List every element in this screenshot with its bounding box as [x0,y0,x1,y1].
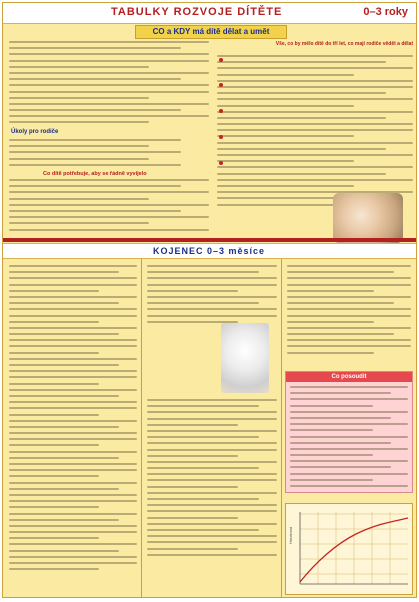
text-column-bottom-3 [287,265,411,358]
text-column-bottom-1 [9,265,137,574]
bullet-icon [219,161,223,165]
section-band [3,243,416,259]
intro-text: Vše, co by mělo dítě do tří let, co mají rodiče vědět a dělat [275,41,413,47]
bullet-icon [219,58,223,62]
chart-axis-label: Hmotnost [288,526,293,544]
text-column-top-right [217,55,413,210]
growth-chart-svg [286,504,412,594]
column-divider [281,259,282,597]
left-heading: Úkoly pro rodiče [11,129,59,135]
column-divider [141,259,142,597]
section-title: KOJENEC 0–3 měsíce [153,246,266,256]
photo-child-top [333,193,403,243]
subheader: CO a KDY má dítě dělat a umět [135,25,287,39]
age-range: 0–3 roky [363,6,408,18]
bullet-icon [219,135,223,139]
text-column-top-left-2 [9,139,209,170]
header-bar [3,3,416,24]
text-column-top-left [9,41,209,128]
photo-newborn [221,323,269,393]
bullet-icon [219,83,223,87]
assessment-box-text [290,386,408,491]
text-column-bottom-2 [147,265,277,327]
page-title: TABULKY ROZVOJE DÍTĚTE [111,6,283,18]
assessment-box-heading: Co posoudit [286,372,412,382]
assessment-box [285,371,413,493]
growth-chart [285,503,413,595]
text-column-bottom-2b [147,399,277,560]
bullet-icon [219,109,223,113]
tip-heading: Co dítě potřebuje, aby se řádně vyvíjelo [43,171,147,177]
text-column-top-left-3 [9,179,209,235]
sheet [2,2,417,598]
section-divider [3,238,416,242]
